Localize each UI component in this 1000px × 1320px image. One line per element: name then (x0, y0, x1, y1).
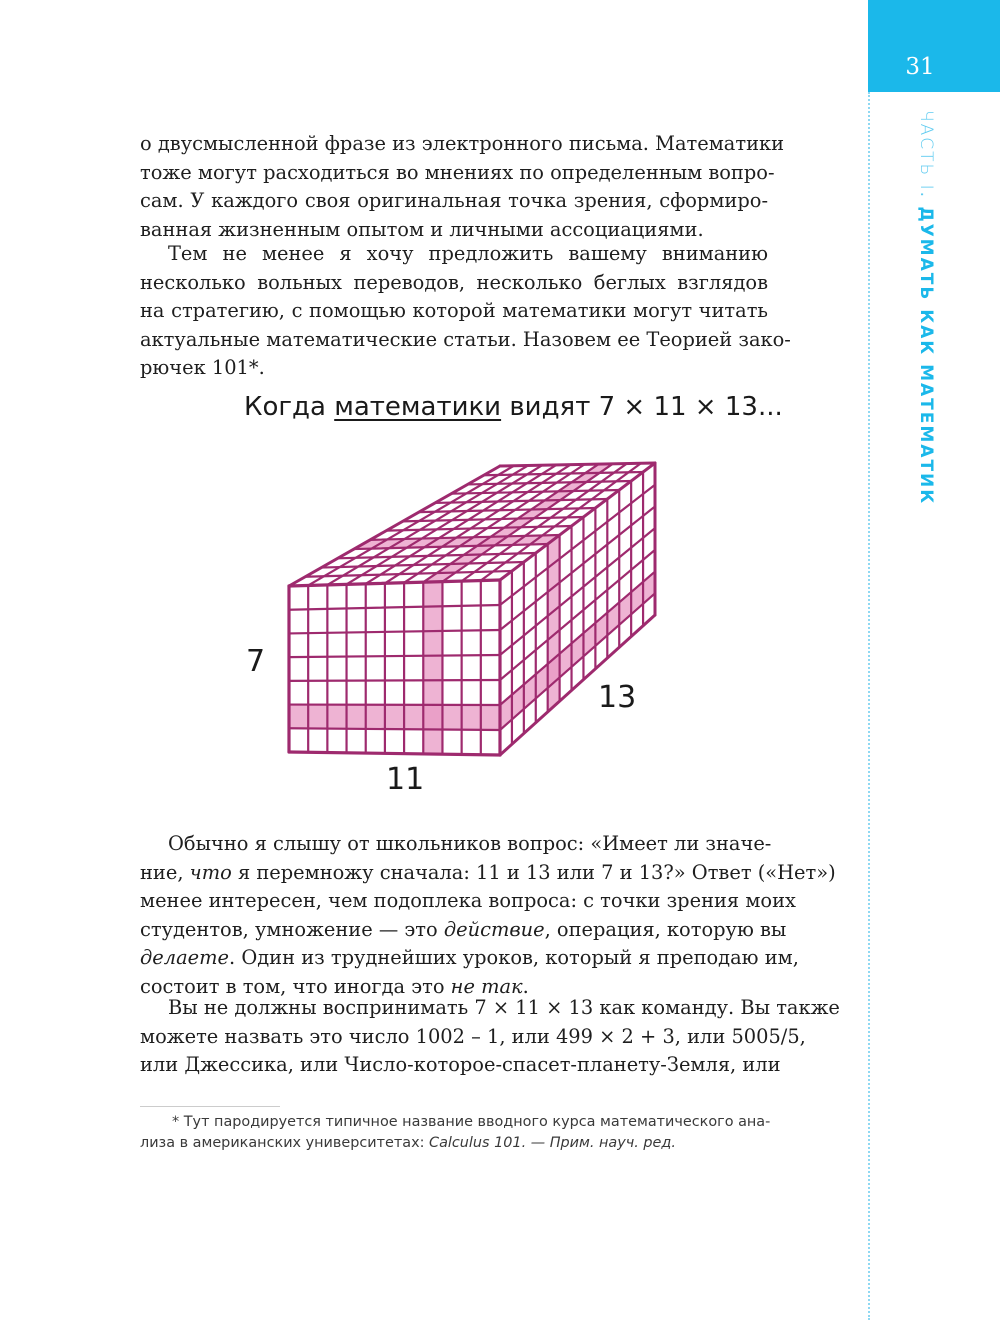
grid-line (338, 553, 536, 558)
figure-caption-start: Когда (244, 392, 335, 422)
text-line: несколько вольных переводов, несколько беглых взглядов (140, 270, 768, 294)
text-line: Вы не должны воспринимать 7 × 11 × 13 как команду. Вы также (168, 996, 840, 1019)
text-line: Обычно я слышу от школьников вопрос: «Имеет ли значе- (168, 832, 772, 855)
text-line: менее интересен, чем подоплека вопроса: с точки зрения моих (140, 889, 796, 912)
grid-line (289, 752, 500, 755)
text-line: тоже могут расходиться во мнениях по определенным вопро- (140, 160, 775, 184)
text-line (140, 916, 787, 945)
grid-line (289, 680, 500, 681)
grid-line (451, 490, 619, 494)
highlight-band-front-row (289, 705, 500, 730)
emphasis: действие (443, 917, 545, 941)
text-line: сам. У каждого своя оригинальная точка зрения, сформиро- (140, 189, 768, 212)
label-depth: 13 (598, 680, 637, 715)
grid-line (468, 481, 632, 484)
grid-line (500, 463, 655, 466)
emphasis: не так (450, 974, 523, 998)
paragraph-4 (140, 994, 840, 1080)
text-segment: , операция, которую вы (544, 917, 787, 941)
running-head-separator: . (916, 191, 936, 200)
text-line: рючек 101*. (140, 356, 265, 379)
grid-line (484, 472, 643, 475)
grid-line (305, 571, 512, 577)
running-head-part: ЧАСТЬ I (916, 110, 936, 192)
footnote-line (140, 1133, 768, 1154)
grid-line (419, 508, 596, 512)
grid-line (289, 580, 500, 586)
text-line: ванная жизненным опытом и личными ассоциациями. (140, 217, 704, 241)
text-line (140, 859, 836, 888)
figure-caption-end: видят 7 × 11 × 13... (501, 392, 783, 422)
text-line: о двусмысленной фразе из электронного письма. Математики (140, 132, 785, 155)
text-segment: я перемножу сначала: 11 и 13 или 7 и 13?» Ответ («Нет») (231, 860, 836, 884)
grid-line (435, 499, 607, 503)
emphasis: Calculus 101. — Прим. науч. ред. (429, 1135, 676, 1151)
emphasis: делаете (140, 946, 230, 969)
grid-line (403, 517, 584, 521)
footnote-divider (140, 1106, 280, 1107)
text-line: или Джессика, или Число-которое-спасет-планету-Земля, или (140, 1053, 781, 1076)
text-segment: лиза в американских университетах: (140, 1135, 430, 1151)
page-number: 31 (905, 54, 935, 80)
footnote-line: * Тут пародируется типичное название вводного курса математического ана- (172, 1114, 771, 1130)
grid-line (321, 562, 523, 568)
grid-line (386, 526, 571, 531)
paragraph-3 (140, 830, 836, 1001)
grid-line (289, 605, 500, 610)
text-line: актуальные математические статьи. Назовем ее Теорией зако- (140, 327, 791, 351)
text-segment: студентов, умножение — это (140, 917, 444, 941)
text-line: на стратегию, с помощью которой математики могут читать (140, 299, 768, 322)
grid-line (289, 655, 500, 657)
grid-line (289, 630, 500, 633)
label-height: 7 (246, 644, 266, 679)
text-segment: . Один из труднейших уроков, который я преподаю им, (229, 946, 799, 969)
text-line: можете назвать это число 1002 – 1, или 499 × 2 + 3, или 5005/5, (140, 1024, 806, 1048)
figure-caption-underlined: математики (334, 392, 502, 422)
footnote (140, 1112, 771, 1154)
text-line: Тем не менее я хочу предложить вашему вниманию (168, 242, 768, 265)
text-segment: ние, (140, 860, 190, 884)
emphasis: что (189, 860, 232, 884)
running-head-title: ДУМАТЬ КАК МАТЕМАТИК (916, 206, 936, 506)
text-segment: состоит в том, что иногда это (140, 974, 451, 998)
text-segment: . (522, 974, 529, 998)
label-width: 11 (386, 762, 425, 797)
text-line (140, 944, 799, 973)
